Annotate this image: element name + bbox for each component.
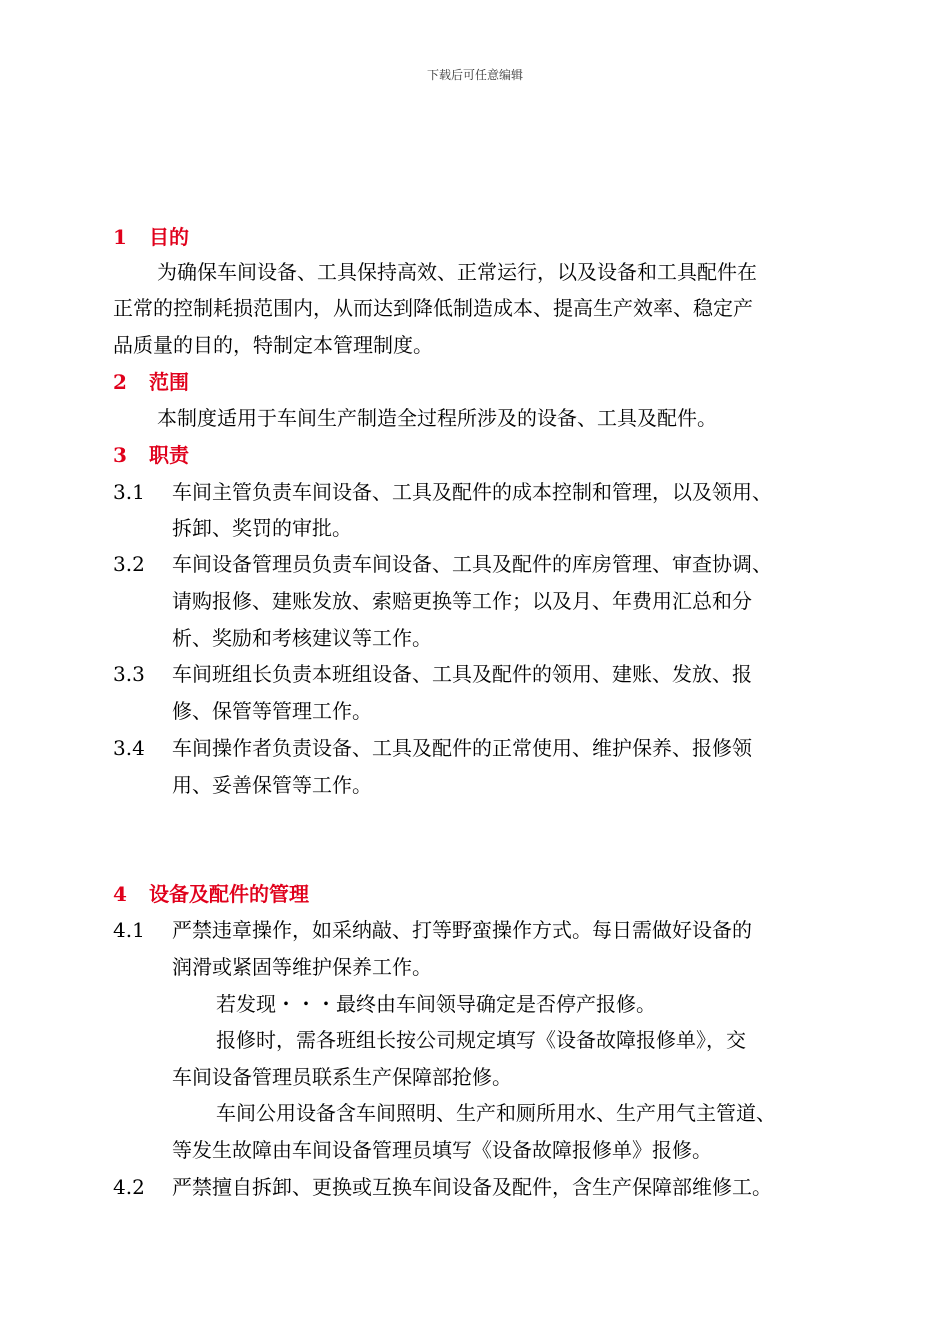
section-2-number: 2 [113,370,127,394]
section-2-para-line: 本制度适用于车间生产制造全过程所涉及的设备、工具及配件。 [157,406,717,430]
clause-text-line: 车间主管负责车间设备、工具及配件的成本控制和管理，以及领用、 [172,480,772,504]
clause-text-line: 若发现・・・最终由车间领导确定是否停产报修。 [216,992,656,1016]
section-1-para-line: 正常的控制耗损范围内，从而达到降低制造成本、提高生产效率、稳定产 [113,296,753,320]
section-3-number: 3 [113,443,127,467]
clause-text-line: 等发生故障由车间设备管理员填写《设备故障报修单》报修。 [172,1138,712,1162]
clause-text-line: 车间设备管理员负责车间设备、工具及配件的库房管理、审查协调、 [172,552,772,576]
clause-text-line: 车间班组长负责本班组设备、工具及配件的领用、建账、发放、报 [172,662,752,686]
clause-number: 3.2 [113,552,145,576]
clause-number: 3.1 [113,480,145,504]
section-4-title: 设备及配件的管理 [149,882,309,906]
clause-text-line: 车间操作者负责设备、工具及配件的正常使用、维护保养、报修领 [172,736,752,760]
section-2-heading [113,370,189,394]
section-3-heading [113,443,189,467]
clause-number: 4.1 [113,918,145,942]
section-4-heading [113,882,309,906]
section-3-title: 职责 [149,443,189,467]
clause-text-line: 严禁擅自拆卸、更换或互换车间设备及配件，含生产保障部维修工。 [172,1175,772,1199]
watermark-text: 下载后可任意编辑 [426,68,523,82]
clause-number: 3.4 [113,736,145,760]
section-1-number: 1 [113,225,127,249]
section-1-para-line: 为确保车间设备、工具保持高效、正常运行，以及设备和工具配件在 [157,260,757,284]
clause-text-line: 车间公用设备含车间照明、生产和厕所用水、生产用气主管道、 [216,1101,776,1125]
section-4-number: 4 [113,882,127,906]
clause-text-line: 车间设备管理员联系生产保障部抢修。 [172,1065,512,1089]
clause-text-line: 请购报修、建账发放、索赔更换等工作；以及月、年费用汇总和分 [172,589,752,613]
clause-text-line: 报修时，需各班组长按公司规定填写《设备故障报修单》，交 [216,1028,746,1052]
section-1-para-line: 品质量的目的，特制定本管理制度。 [113,333,433,357]
section-2-title: 范围 [149,370,189,394]
clause-text-line: 拆卸、奖罚的审批。 [172,516,352,540]
clause-text-line: 修、保管等管理工作。 [172,699,372,723]
clause-text-line: 用、妥善保管等工作。 [172,773,372,797]
clause-number: 4.2 [113,1175,145,1199]
clause-text-line: 润滑或紧固等维护保养工作。 [172,955,432,979]
section-1-title: 目的 [149,225,189,249]
clause-number: 3.3 [113,662,145,686]
section-1-heading [113,225,189,249]
clause-text-line: 严禁违章操作，如采纳敲、打等野蛮操作方式。每日需做好设备的 [172,918,752,942]
clause-text-line: 析、奖励和考核建议等工作。 [172,626,432,650]
